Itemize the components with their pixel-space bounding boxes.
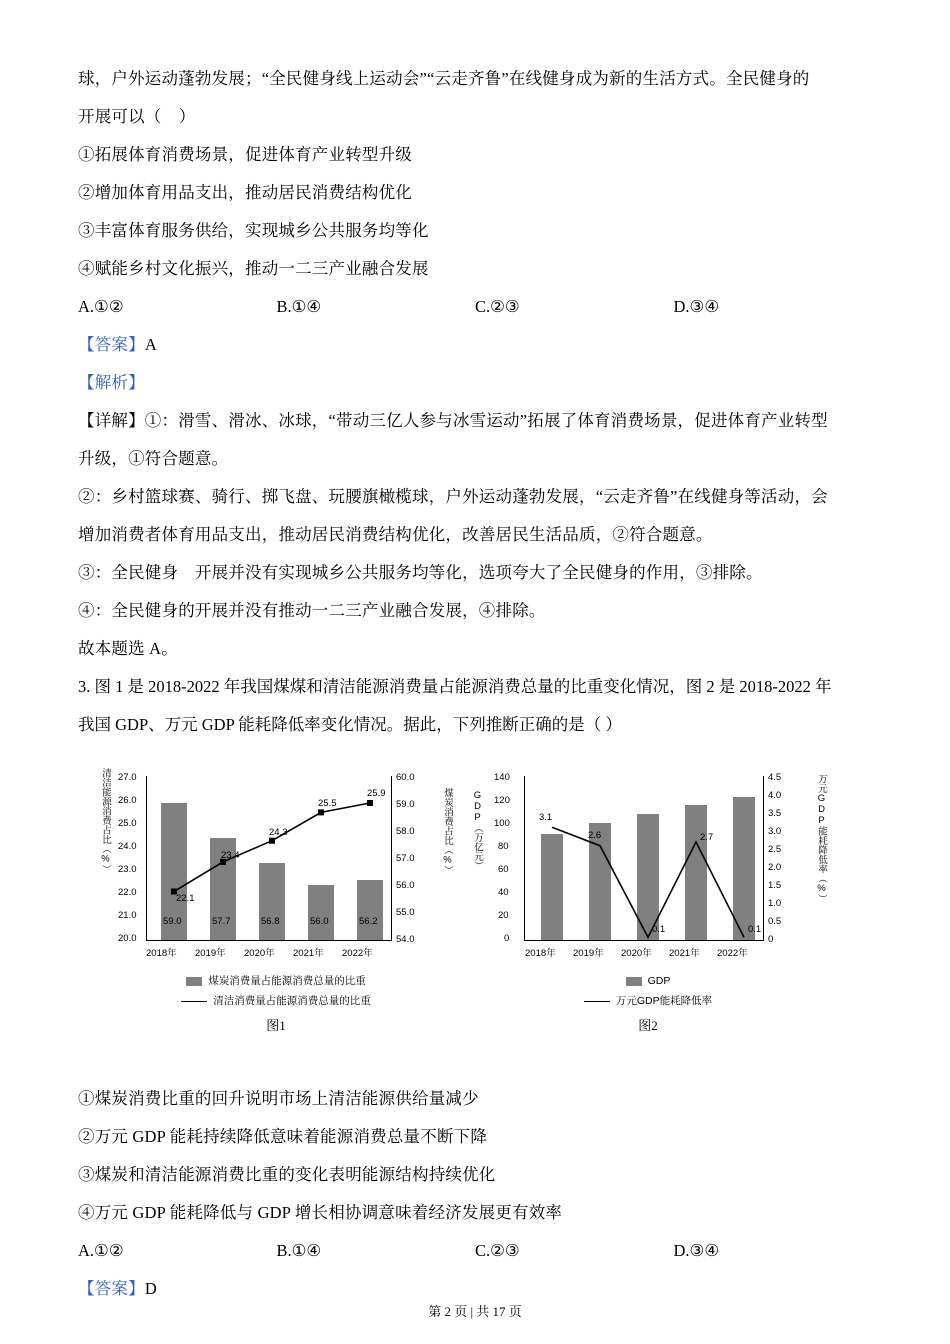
chart2-ytick-left: 140 [494, 772, 510, 783]
figure-2 [468, 750, 828, 1034]
body-line: ③丰富体育服务供给，实现城乡公共服务均等化 [78, 221, 429, 240]
chart1-bar-label: 56.2 [359, 916, 378, 927]
option-c: C.②③ [475, 297, 520, 316]
chart1-bar-label: 57.7 [212, 916, 231, 927]
chart1-legend-label: 清洁消费量占能源消费总量的比重 [213, 995, 371, 1007]
bar-swatch-icon [186, 977, 202, 986]
q3-stem-line: 我国 GDP、万元 GDP 能耗降低率变化情况。据此，下列推断正确的是（ ） [78, 715, 622, 734]
chart1-line-label: 23.4 [221, 850, 240, 861]
chart2-left-axis-title: GDP（万亿元） [472, 790, 483, 871]
chart2-ytick-right: 0.5 [768, 916, 782, 927]
options-q2 [78, 288, 872, 326]
chart2-ytick-right: 3.5 [768, 808, 782, 819]
chart2-line-label: 0.1 [652, 924, 666, 935]
chart2-legend-label: 万元GDP能耗降低率 [615, 995, 713, 1007]
chart2-xtick: 2022年 [717, 948, 748, 959]
chart2-ytick-right: 0 [768, 934, 774, 945]
option-d: D.③④ [673, 297, 720, 316]
chart2-ytick-left: 60 [498, 864, 509, 875]
bar-swatch-icon [626, 977, 642, 986]
detail-line: 升级，①符合题意。 [78, 449, 229, 468]
chart2-ytick-right: 4.5 [768, 772, 782, 783]
chart1-legend-item [96, 971, 456, 991]
chart1-line-series [147, 776, 393, 941]
chart1-ytick-left: 22.0 [118, 887, 137, 898]
body-line: ①拓展体育消费场景，促进体育产业转型升级 [78, 145, 412, 164]
chart2-ytick-right: 1.0 [768, 898, 782, 909]
chart2-xtick: 2018年 [525, 948, 556, 959]
chart1-ytick-right: 60.0 [396, 772, 415, 783]
chart2-legend-item [468, 971, 828, 991]
chart2-ytick-left: 20 [498, 910, 509, 921]
option-c: C.②③ [475, 1241, 520, 1260]
chart1-line-label: 25.5 [318, 798, 337, 809]
chart2-right-axis-title: 万元GDP能耗降低率（%） [816, 774, 827, 904]
chart1-xtick: 2021年 [293, 948, 324, 959]
chart2-ytick-right: 2.0 [768, 862, 782, 873]
chart1-xtick: 2019年 [195, 948, 226, 959]
q3-item: ③煤炭和清洁能源消费比重的变化表明能源结构持续优化 [78, 1165, 496, 1184]
chart1-legend-label: 煤炭消费量占能源消费总量的比重 [208, 975, 366, 987]
chart1-plot-area [146, 776, 392, 941]
chart2-xtick: 2021年 [669, 948, 700, 959]
body-line: ④赋能乡村文化振兴，推动一二三产业融合发展 [78, 259, 429, 278]
chart2-plot-area [524, 776, 764, 941]
chart1-ytick-left: 25.0 [118, 818, 137, 829]
chart1-ytick-right: 54.0 [396, 934, 415, 945]
answer-label: 【答案】 [78, 335, 145, 354]
chart2-ytick-left: 120 [494, 795, 510, 806]
chart2-line-label: 0.1 [748, 924, 762, 935]
q3-item: ②万元 GDP 能耗持续降低意味着能源消费总量不断下降 [78, 1127, 488, 1146]
chart1-ytick-left: 27.0 [118, 772, 137, 783]
option-b: B.①④ [276, 297, 322, 316]
chart1-line-label: 24.3 [269, 827, 288, 838]
chart1-ytick-left: 26.0 [118, 795, 137, 806]
answer-q2 [78, 326, 872, 364]
chart1-right-axis-title: 煤炭消费占比（%） [442, 788, 453, 875]
body-line: 球，户外运动蓬勃发展；“全民健身线上运动会”“云走齐鲁”在线健身成为新的生活方式。全民健身的 [78, 69, 810, 88]
chart2-line-label: 3.1 [539, 812, 553, 823]
chart1-ytick-right: 57.0 [396, 853, 415, 864]
chart1-legend-item [96, 991, 456, 1011]
chart2-ytick-right: 1.5 [768, 880, 782, 891]
chart2-ytick-left: 80 [498, 841, 509, 852]
chart2-legend [468, 971, 828, 1011]
answer-value: A [144, 335, 157, 354]
q3-item: ①煤炭消费比重的回升说明市场上清洁能源供给量减少 [78, 1089, 479, 1108]
chart1-ytick-right: 58.0 [396, 826, 415, 837]
chart1-xtick: 2018年 [146, 948, 177, 959]
answer-value: D [144, 1279, 157, 1298]
chart2-line-label: 2.6 [588, 830, 602, 841]
chart2-ytick-right: 3.0 [768, 826, 782, 837]
chart1-xtick: 2020年 [244, 948, 275, 959]
chart2-line-series [525, 776, 765, 941]
option-a: A.①② [78, 1241, 124, 1260]
q3-item: ④万元 GDP 能耗降低与 GDP 增长相协调意味着经济发展更有效率 [78, 1203, 563, 1222]
line-swatch-icon [181, 1001, 207, 1002]
analysis-label: 【解析】 [78, 373, 145, 392]
figures-container [78, 750, 872, 1080]
line-swatch-icon [584, 1001, 610, 1002]
figure-1 [96, 750, 456, 1034]
option-b: B.①④ [276, 1241, 322, 1260]
chart-2 [468, 750, 828, 965]
option-a: A.①② [78, 297, 124, 316]
option-d: D.③④ [673, 1241, 720, 1260]
detail-line: ④：全民健身的开展并没有推动一二三产业融合发展，④排除。 [78, 601, 546, 620]
q3-stem-line: 3. 图 1 是 2018-2022 年我国煤煤和清洁能源消费量占能源消费总量的比重变化情况，图 2 是 2018-2022 年 [78, 677, 832, 696]
chart-1 [96, 750, 456, 965]
detail-line: ②：乡村篮球赛、骑行、掷飞盘、玩腰旗橄榄球，户外运动蓬勃发展，“云走齐鲁”在线健身等活动，会 [78, 487, 828, 506]
chart1-ytick-right: 59.0 [396, 799, 415, 810]
detail-line: ③：全民健身 开展并没有实现城乡公共服务均等化，选项夸大了全民健身的作用，③排除。 [78, 563, 763, 582]
chart2-ytick-right: 2.5 [768, 844, 782, 855]
chart1-ytick-left: 23.0 [118, 864, 137, 875]
detail-line: 【详解】①：滑雪、滑冰、冰球，“带动三亿人参与冰雪运动”拓展了体育消费场景，促进体育产业转型 [78, 411, 828, 430]
detail-line: 故本题选 A。 [78, 639, 178, 658]
chart2-line-label: 2.7 [700, 832, 714, 843]
body-line: 开展可以（ ） [78, 107, 196, 126]
chart1-legend [96, 971, 456, 1011]
body-line: ②增加体育用品支出，推动居民消费结构优化 [78, 183, 412, 202]
chart2-xtick: 2019年 [573, 948, 604, 959]
chart1-bar-label: 56.8 [261, 916, 280, 927]
chart1-line-label: 25.9 [367, 788, 386, 799]
chart2-ytick-left: 0 [504, 933, 510, 944]
chart2-legend-label: GDP [647, 975, 671, 987]
chart1-bar-label: 59.0 [163, 916, 182, 927]
chart1-line-label: 22.1 [176, 893, 195, 904]
chart1-bar-label: 56.0 [310, 916, 329, 927]
chart1-ytick-right: 55.0 [396, 907, 415, 918]
chart1-ytick-left: 20.0 [118, 933, 137, 944]
chart2-caption: 图2 [638, 1018, 658, 1033]
chart1-ytick-left: 21.0 [118, 910, 137, 921]
chart2-ytick-right: 4.0 [768, 790, 782, 801]
chart2-ytick-left: 100 [494, 818, 510, 829]
chart1-left-axis-title: 清洁能源消费占比（%） [100, 768, 111, 874]
chart1-xtick: 2022年 [342, 948, 373, 959]
page-footer: 第 2 页 | 共 17 页 [428, 1304, 522, 1319]
answer-label: 【答案】 [78, 1279, 145, 1298]
detail-line: 增加消费者体育用品支出，推动居民消费结构优化，改善居民生活品质，②符合题意。 [78, 525, 713, 544]
options-q3 [78, 1232, 872, 1270]
chart2-xtick: 2020年 [621, 948, 652, 959]
chart2-ytick-left: 40 [498, 887, 509, 898]
chart1-ytick-left: 24.0 [118, 841, 137, 852]
chart1-ytick-right: 56.0 [396, 880, 415, 891]
chart1-caption: 图1 [266, 1018, 286, 1033]
chart2-legend-item [468, 991, 828, 1011]
